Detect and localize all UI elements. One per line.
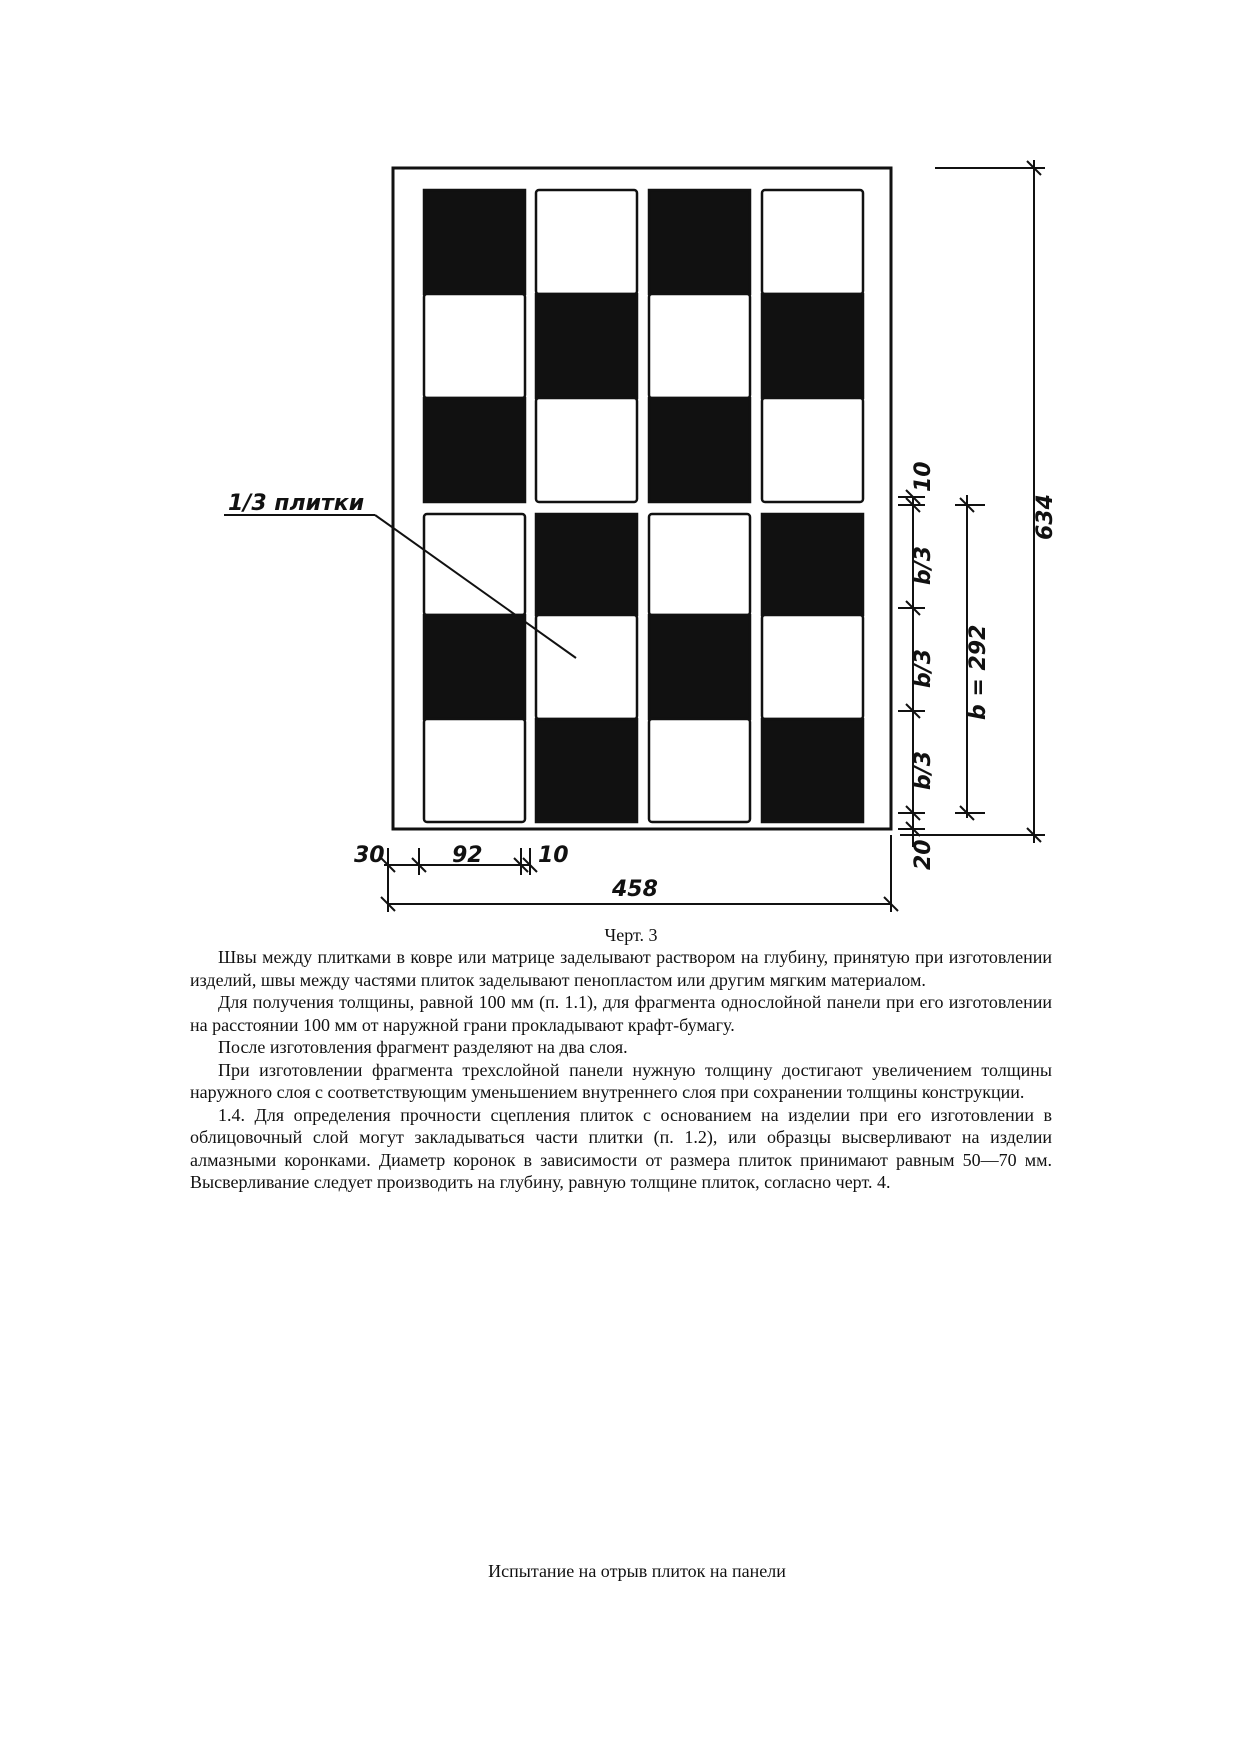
tile-light bbox=[424, 514, 525, 615]
tile-dark bbox=[424, 190, 525, 294]
tile-dark bbox=[762, 514, 863, 615]
paragraph: Швы между плитками в ковре или матрице заделывают раствором на глубину, принятую при изготовлении изделий, швы между частями плиток заделывают пенопластом или другим мягким материалом. bbox=[190, 947, 1052, 990]
tile-light bbox=[424, 719, 525, 822]
tile-dark bbox=[762, 294, 863, 398]
dim-margin-left: 30 bbox=[354, 843, 385, 868]
tile-dark bbox=[424, 615, 525, 719]
tile-light bbox=[762, 615, 863, 719]
figure-caption: Черт. 3 bbox=[604, 925, 658, 945]
tile-light bbox=[536, 615, 637, 719]
right-dimensions bbox=[898, 160, 1045, 847]
tile-dark bbox=[536, 294, 637, 398]
dim-overall-height: 634 bbox=[1033, 494, 1058, 540]
tile-light bbox=[762, 398, 863, 502]
dim-gap-vertical: 10 bbox=[911, 461, 936, 492]
dim-b-third-bottom: b/3 bbox=[911, 750, 936, 790]
paragraph: После изготовления фрагмент разделяют на два слоя. bbox=[218, 1037, 628, 1057]
tile-light bbox=[424, 294, 525, 398]
tile-label: 1/3 плитки bbox=[228, 491, 365, 516]
tile-grid bbox=[424, 190, 863, 822]
tile-dark bbox=[762, 719, 863, 822]
dim-b-third-middle: b/3 bbox=[911, 648, 936, 688]
tile-light bbox=[762, 190, 863, 294]
tile-dark bbox=[649, 615, 750, 719]
dim-margin-bottom: 20 bbox=[911, 839, 936, 870]
dim-gap-horizontal: 10 bbox=[538, 843, 569, 868]
tile-dark bbox=[424, 398, 525, 502]
tile-light bbox=[649, 514, 750, 615]
body-text bbox=[190, 946, 1052, 1194]
paragraph: При изготовлении фрагмента трехслойной панели нужную толщину достигают увеличением толщины наружного слоя с соответствующим уменьшением внутреннего слоя при сохранении толщины конструкции. bbox=[190, 1059, 1052, 1102]
tile-dark bbox=[536, 514, 637, 615]
tile-light bbox=[536, 190, 637, 294]
tile-light bbox=[536, 398, 637, 502]
dim-b-value: b = 292 bbox=[966, 624, 991, 720]
section-title: Испытание на отрыв плиток на панели bbox=[488, 1561, 786, 1581]
paragraph: Для получения толщины, равной 100 мм (п. 1.1), для фрагмента однослойной панели при его изготовлении на расстоянии 100 мм от наружной грани прокладывают крафт-бумагу. bbox=[190, 992, 1052, 1035]
dim-tile-width: 92 bbox=[452, 843, 483, 868]
tile-dark bbox=[536, 719, 637, 822]
paragraph: 1.4. Для определения прочности сцепления плиток с основанием на изделии при его изготовлении в облицовочный слой могут закладываться части плитки (п. 1.2), или образцы высверливают на изделии алмазными коронками. Диаметр коронок в зависимости от размера плиток принимают равным 50—70 мм. Высверливание следует производить на глубину, равную толщине плиток, согласно черт. 4. bbox=[190, 1104, 1052, 1192]
tile-light bbox=[649, 719, 750, 822]
tile-dark bbox=[649, 190, 750, 294]
tile-light bbox=[649, 294, 750, 398]
tile-dark bbox=[649, 398, 750, 502]
dim-overall-width: 458 bbox=[612, 877, 658, 902]
dim-b-third-top: b/3 bbox=[911, 545, 936, 585]
